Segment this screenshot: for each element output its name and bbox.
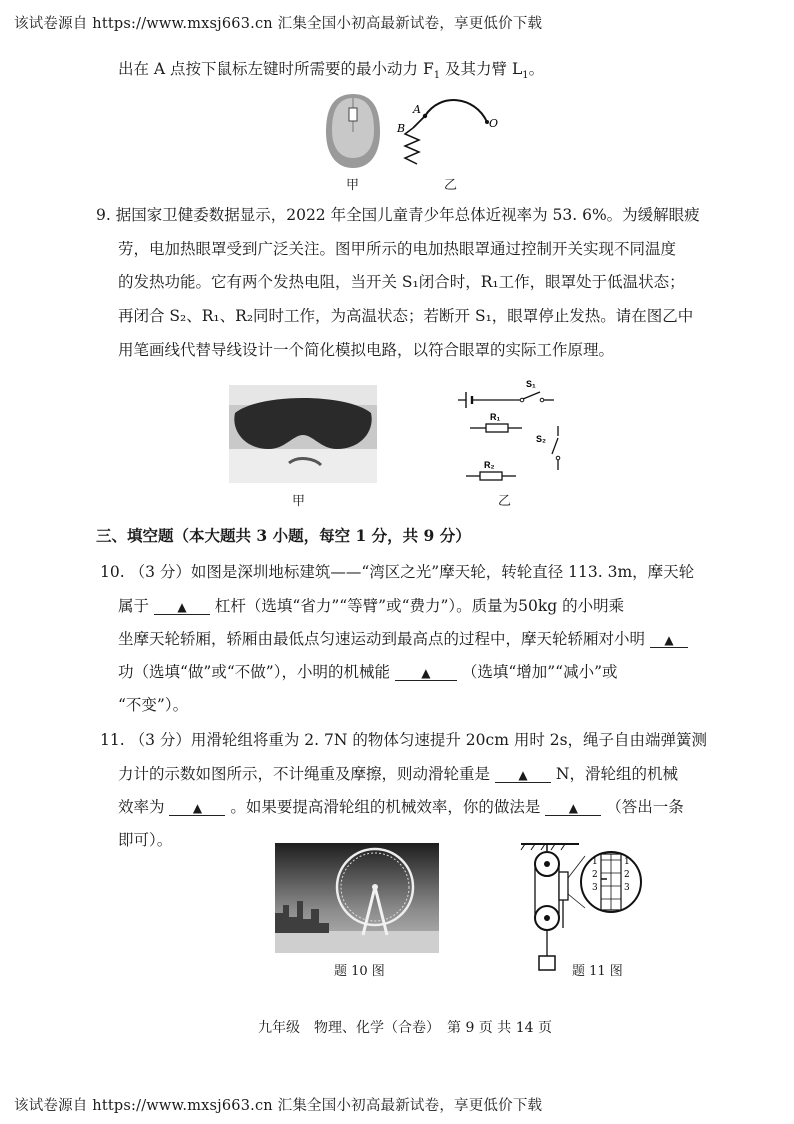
- answer-blank-q10-1[interactable]: ▲: [154, 600, 210, 615]
- q11-text-3c: （答出一条: [606, 798, 684, 816]
- label-s2: S₂: [536, 434, 547, 444]
- scale-left-1: 1: [592, 857, 598, 867]
- watermark-top: 该试卷源自 https://www.mxsj663.cn 汇集全国小初高最新试卷，享更低价下载: [14, 16, 543, 32]
- q10-line-3: [118, 627, 688, 649]
- q11-text-2b: N，滑轮组的机械: [555, 765, 678, 783]
- q10-text-2a: 属于: [118, 597, 150, 615]
- q10-text-3a: 坐摩天轮轿厢，轿厢由最低点匀速运动到最高点的过程中，摩天轮轿厢对小明: [118, 630, 646, 648]
- ferris-wheel-photo: [275, 843, 439, 953]
- q11-text-3a: 效率为: [118, 798, 165, 816]
- fig11-caption: 题 11 图: [572, 964, 623, 979]
- q9-line-5: 用笔画线代替导线设计一个简化模拟电路，以符合眼罩的实际工作原理。: [118, 341, 615, 359]
- scale-left-3: 3: [592, 883, 598, 893]
- q8-text-a: 出在 A 点按下鼠标左键时所需要的最小动力 F: [118, 60, 434, 78]
- scale-right-1: 1: [624, 857, 630, 867]
- q8-sub1: 1: [433, 70, 441, 82]
- q9-line-4: 再闭合 S₂、R₁、R₂同时工作，为高温状态；若断开 S₁，眼罩停止发热。请在图乙中: [118, 307, 694, 325]
- lever-figure: [395, 96, 505, 168]
- page-footer: 九年级 物理、化学（合卷） 第 9 页 共 14 页: [258, 1020, 552, 1036]
- q11-text-2a: 力计的示数如图所示，不计绳重及摩擦，则动滑轮重是: [118, 765, 491, 783]
- label-r2: R₂: [484, 460, 495, 470]
- q10-line-4: [118, 660, 618, 682]
- q11-line-2: [118, 762, 678, 784]
- q9-line-2: 劳，电加热眼罩受到广泛关注。图甲所示的电加热眼罩通过控制开关实现不同温度: [118, 240, 677, 258]
- pulley-figure: [515, 838, 645, 978]
- fig10-caption: 题 10 图: [334, 964, 385, 979]
- scale-left-2: 2: [592, 870, 598, 880]
- q11-line-1: 11. （3 分）用滑轮组将重为 2. 7N 的物体匀速提升 20cm 用时 2s，绳子自由端弹簧测: [100, 731, 708, 749]
- q10-text-2b: 杠杆（选填“省力”“等臂”或“费力”）。质量为50kg 的小明乘: [214, 597, 625, 615]
- answer-blank-q11-2[interactable]: ▲: [169, 801, 225, 816]
- q8-caption-right: 乙: [444, 178, 458, 193]
- q11-text-3b: 。如果要提高滑轮组的机械效率，你的做法是: [230, 798, 541, 816]
- q9-line-1: 9. 据国家卫健委数据显示，2022 年全国儿童青少年总体近视率为 53. 6%。为缓解眼疲: [96, 206, 700, 224]
- answer-blank-q10-3[interactable]: ▲: [395, 666, 457, 681]
- circuit-diagram: [448, 378, 568, 486]
- eye-mask-photo: [229, 385, 377, 483]
- q10-text-4a: 功（选填“做”或“不做”），小明的机械能: [118, 663, 390, 681]
- q8-text-c: 。: [528, 60, 545, 78]
- q11-line-3: [118, 795, 684, 817]
- lever-label-o: O: [489, 117, 499, 130]
- answer-blank-q10-2[interactable]: ▲: [650, 633, 688, 648]
- q8-sub2: 1: [522, 70, 529, 82]
- lever-label-a: A: [413, 103, 421, 116]
- watermark-bottom: 该试卷源自 https://www.mxsj663.cn 汇集全国小初高最新试卷，享更低价下载: [14, 1098, 543, 1114]
- section-3-title: 三、填空题（本大题共 3 小题，每空 1 分，共 9 分）: [96, 526, 471, 545]
- q10-line-1: 10. （3 分）如图是深圳地标建筑——“湾区之光”摩天轮，转轮直径 113. 3m，摩天轮: [100, 563, 695, 581]
- q11-line-4: 即可）。: [118, 831, 173, 849]
- q10-line-2: [118, 594, 624, 616]
- answer-blank-q11-1[interactable]: ▲: [495, 768, 551, 783]
- label-s1: S₁: [526, 379, 536, 389]
- q9-caption-right: 乙: [498, 494, 512, 509]
- q10-text-4b: （选填“增加”“减小”或: [461, 663, 618, 681]
- lever-label-b: B: [397, 122, 406, 135]
- q8-text-b: 及其力臂 L: [440, 60, 523, 78]
- answer-blank-q11-3[interactable]: ▲: [545, 801, 601, 816]
- q9-caption-left: 甲: [292, 494, 306, 509]
- q10-line-5: “不变”）。: [118, 696, 189, 714]
- scale-right-3: 3: [624, 883, 630, 893]
- q8-text-line: [118, 57, 544, 81]
- q8-caption-left: 甲: [346, 178, 360, 193]
- scale-right-2: 2: [624, 870, 630, 880]
- q9-line-3: 的发热功能。它有两个发热电阻，当开关 S₁闭合时，R₁工作，眼罩处于低温状态；: [118, 273, 685, 291]
- label-r1: R₁: [490, 412, 501, 422]
- mouse-figure: [322, 92, 384, 172]
